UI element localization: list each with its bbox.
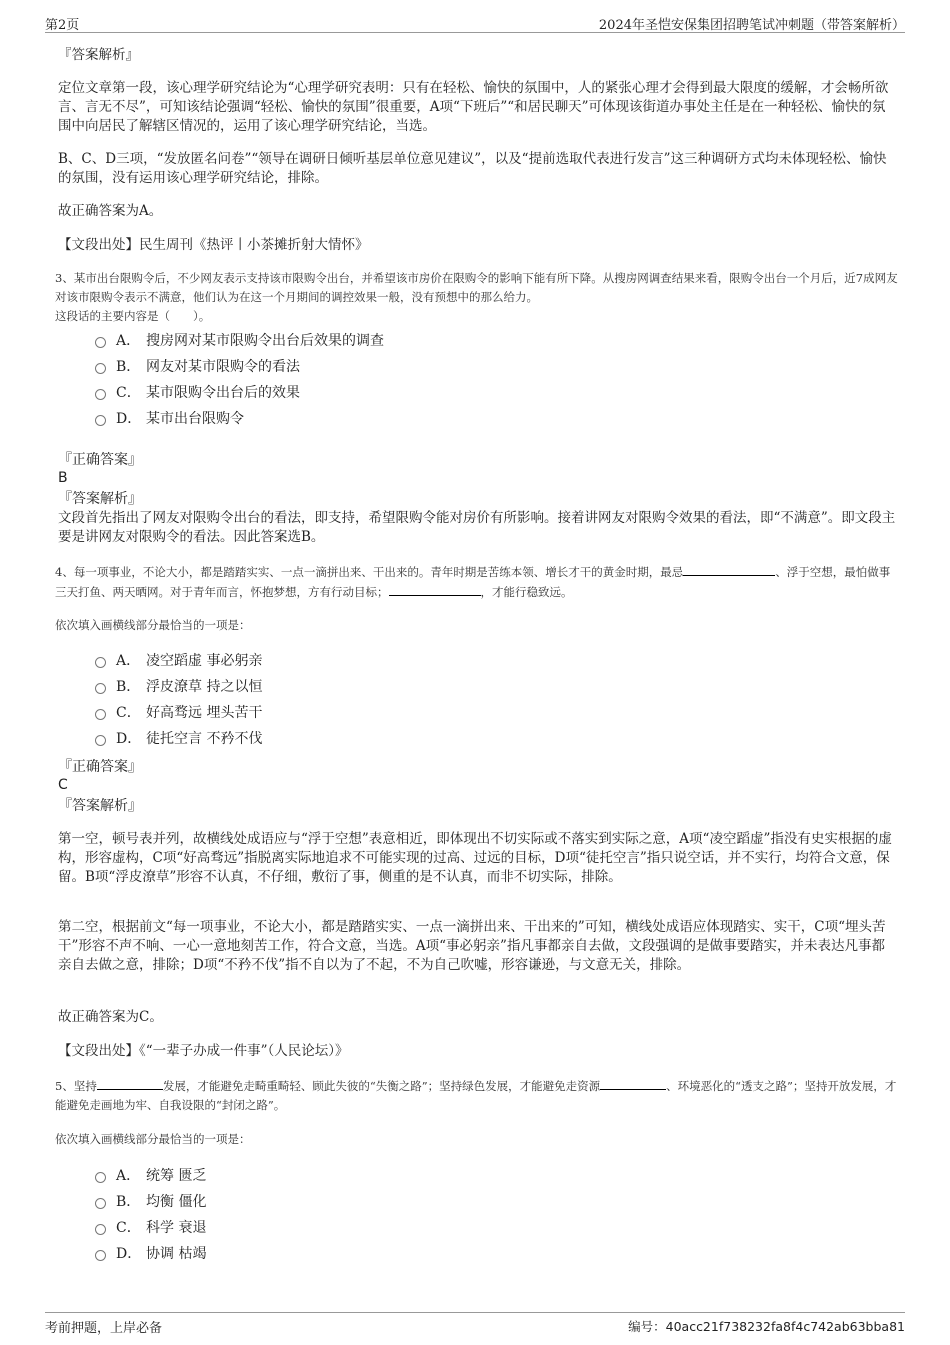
q3-correct-answer: B <box>58 470 68 486</box>
q5-prompt: 依次填入画横线部分最恰当的一项是： <box>55 1132 251 1146</box>
document-title: 2024年圣恺安保集团招聘笔试冲刺题（带答案解析） <box>598 18 905 33</box>
q5-option-c[interactable]: C． 科学 衰退 <box>95 1214 206 1240</box>
radio-icon[interactable] <box>95 1172 106 1183</box>
q4-blank-1 <box>683 562 775 576</box>
q2-answer-line: 故正确答案为A。 <box>58 203 163 219</box>
q4-prompt: 依次填入画横线部分最恰当的一项是： <box>55 618 251 632</box>
page-footer <box>45 1312 905 1339</box>
page-number: 第2页 <box>45 18 80 33</box>
q3-correct-title: 『正确答案』 <box>58 452 142 468</box>
q4-correct-answer: C <box>58 777 68 793</box>
q2-source: 【文段出处】民生周刊《热评丨小茶摊折射大情怀》 <box>58 237 369 253</box>
radio-icon[interactable] <box>95 389 106 400</box>
q5-option-d[interactable]: D． 协调 枯竭 <box>95 1240 206 1266</box>
q4-analysis-title: 『答案解析』 <box>58 798 142 814</box>
q4-options <box>95 647 262 751</box>
radio-icon[interactable] <box>95 415 106 426</box>
q4-option-c[interactable]: C． 好高骛远 埋头苦干 <box>95 699 262 725</box>
radio-icon[interactable] <box>95 709 106 720</box>
q3-option-a[interactable]: A． 搜房网对某市限购令出台后效果的调查 <box>95 327 384 353</box>
q5-option-a[interactable]: A． 统筹 匮乏 <box>95 1162 206 1188</box>
q5-blank-2 <box>600 1076 666 1090</box>
q5-options <box>95 1162 206 1266</box>
q5-option-b[interactable]: B． 均衡 僵化 <box>95 1188 206 1214</box>
q4-analysis-p2: 第二空，根据前文“每一项事业，不论大小，都是踏踏实实、一点一滴拼出来、干出来的”可知，横线处成语应体现踏实、实干，C项“埋头苦干”形容不声不响、一心一意地刻苦工作，符合文意，当选。A项“事必躬亲”指凡事都亲自去做，文段强调的是做事要踏实，并未表达凡事都亲自去做之意，排除；D项“不矜不伐”指不自以为了不起，不为自己吹嘘，形容谦逊，与文意无关，排除。 <box>58 919 886 973</box>
q4-correct-title: 『正确答案』 <box>58 759 142 775</box>
radio-icon[interactable] <box>95 337 106 348</box>
footer-slogan: 考前押题，上岸必备 <box>45 1321 163 1336</box>
q3-analysis-title: 『答案解析』 <box>58 491 142 507</box>
radio-icon[interactable] <box>95 1250 106 1261</box>
q4-source: 【文段出处】《“一辈子办成一件事”（人民论坛）》 <box>58 1043 349 1059</box>
q4-text: 4、每一项事业，不论大小，都是踏踏实实、一点一滴拼出来、干出来的。青年时期是苦练本领、增长才干的黄金时期，最忌 、浮于空想，最怕做事三天打鱼、两天晒网。对于青年而言，怀抱梦想，方有行动目标； ，才能行稳致远。 <box>55 562 900 602</box>
q2-analysis-title: 『答案解析』 <box>58 47 139 63</box>
document-id: 编号：40acc21f738232fa8f4c742ab63bba81 <box>628 1319 905 1334</box>
q4-option-d[interactable]: D． 徒托空言 不矜不伐 <box>95 725 262 751</box>
page-header <box>45 10 905 33</box>
radio-icon[interactable] <box>95 1198 106 1209</box>
q4-option-b[interactable]: B． 浮皮潦草 持之以恒 <box>95 673 262 699</box>
q2-analysis-p1: 定位文章第一段，该心理学研究结论为“心理学研究表明：只有在轻松、愉快的氛围中，人的紧张心理才会得到最大限度的缓解，才会畅所欲言、言无不尽”，可知该结论强调“轻松、愉快的氛围”很重要，A项“下班后”“和居民聊天”可体现该街道办事处主任是在一种轻松、愉快的氛围中向居民了解辖区情况的，运用了该心理学研究结论，当选。 <box>58 80 889 134</box>
q5-text: 5、坚持 发展，才能避免走畸重畸轻、顾此失彼的“失衡之路”；坚持绿色发展，才能避免走资源 、环境恶化的“透支之路”；坚持开放发展，才能避免走画地为牢、自我设限的“封闭之路”。 <box>55 1076 900 1115</box>
radio-icon[interactable] <box>95 363 106 374</box>
radio-icon[interactable] <box>95 735 106 746</box>
radio-icon[interactable] <box>95 1224 106 1235</box>
q4-option-a[interactable]: A． 凌空蹈虚 事必躬亲 <box>95 647 262 673</box>
q3-prompt: 这段话的主要内容是（ ）。 <box>55 309 211 323</box>
q3-option-d[interactable]: D． 某市出台限购令 <box>95 405 384 431</box>
q4-analysis-p1: 第一空，顿号表并列，故横线处成语应与“浮于空想”表意相近，即体现出不切实际或不落实到实际之意，A项“凌空蹈虚”指没有史实根据的虚构，形容虚构，C项“好高骛远”指脱离实际地追求不可能实现的过高、过远的目标，D项“徒托空言”指只说空话，并不实行，均符合文意，保留。B项“浮皮潦草”形容不认真，不仔细，敷衍了事，侧重的是不认真，而非不切实际，排除。 <box>58 831 892 885</box>
q2-analysis-p2: B、C、D三项，“发放匿名问卷”“领导在调研日倾听基层单位意见建议”，以及“提前选取代表进行发言”这三种调研方式均未体现轻松、愉快的氛围，没有运用该心理学研究结论，排除。 <box>58 151 887 186</box>
q3-text: 3、某市出台限购令后，不少网友表示支持该市限购令出台，并希望该市房价在限购令的影响下能有所下降。从搜房网调查结果来看，限购令出台一个月后，近7成网友对该市限购令表示不满意，他们认为在这一个月期间的调控效果一般，没有预想中的那么给力。 <box>55 271 898 304</box>
q3-options <box>95 327 384 431</box>
q3-analysis: 文段首先指出了网友对限购令出台的看法，即支持，希望限购令能对房价有所影响。接着讲网友对限购令效果的看法，即“不满意”。即文段主要是讲网友对限购令的看法。因此答案选B。 <box>58 510 896 545</box>
radio-icon[interactable] <box>95 683 106 694</box>
q4-blank-2 <box>389 582 481 596</box>
q5-blank-1 <box>97 1076 163 1090</box>
q3-option-c[interactable]: C． 某市限购令出台后的效果 <box>95 379 384 405</box>
radio-icon[interactable] <box>95 657 106 668</box>
q4-answer-line: 故正确答案为C。 <box>58 1009 163 1025</box>
q3-option-b[interactable]: B． 网友对某市限购令的看法 <box>95 353 384 379</box>
